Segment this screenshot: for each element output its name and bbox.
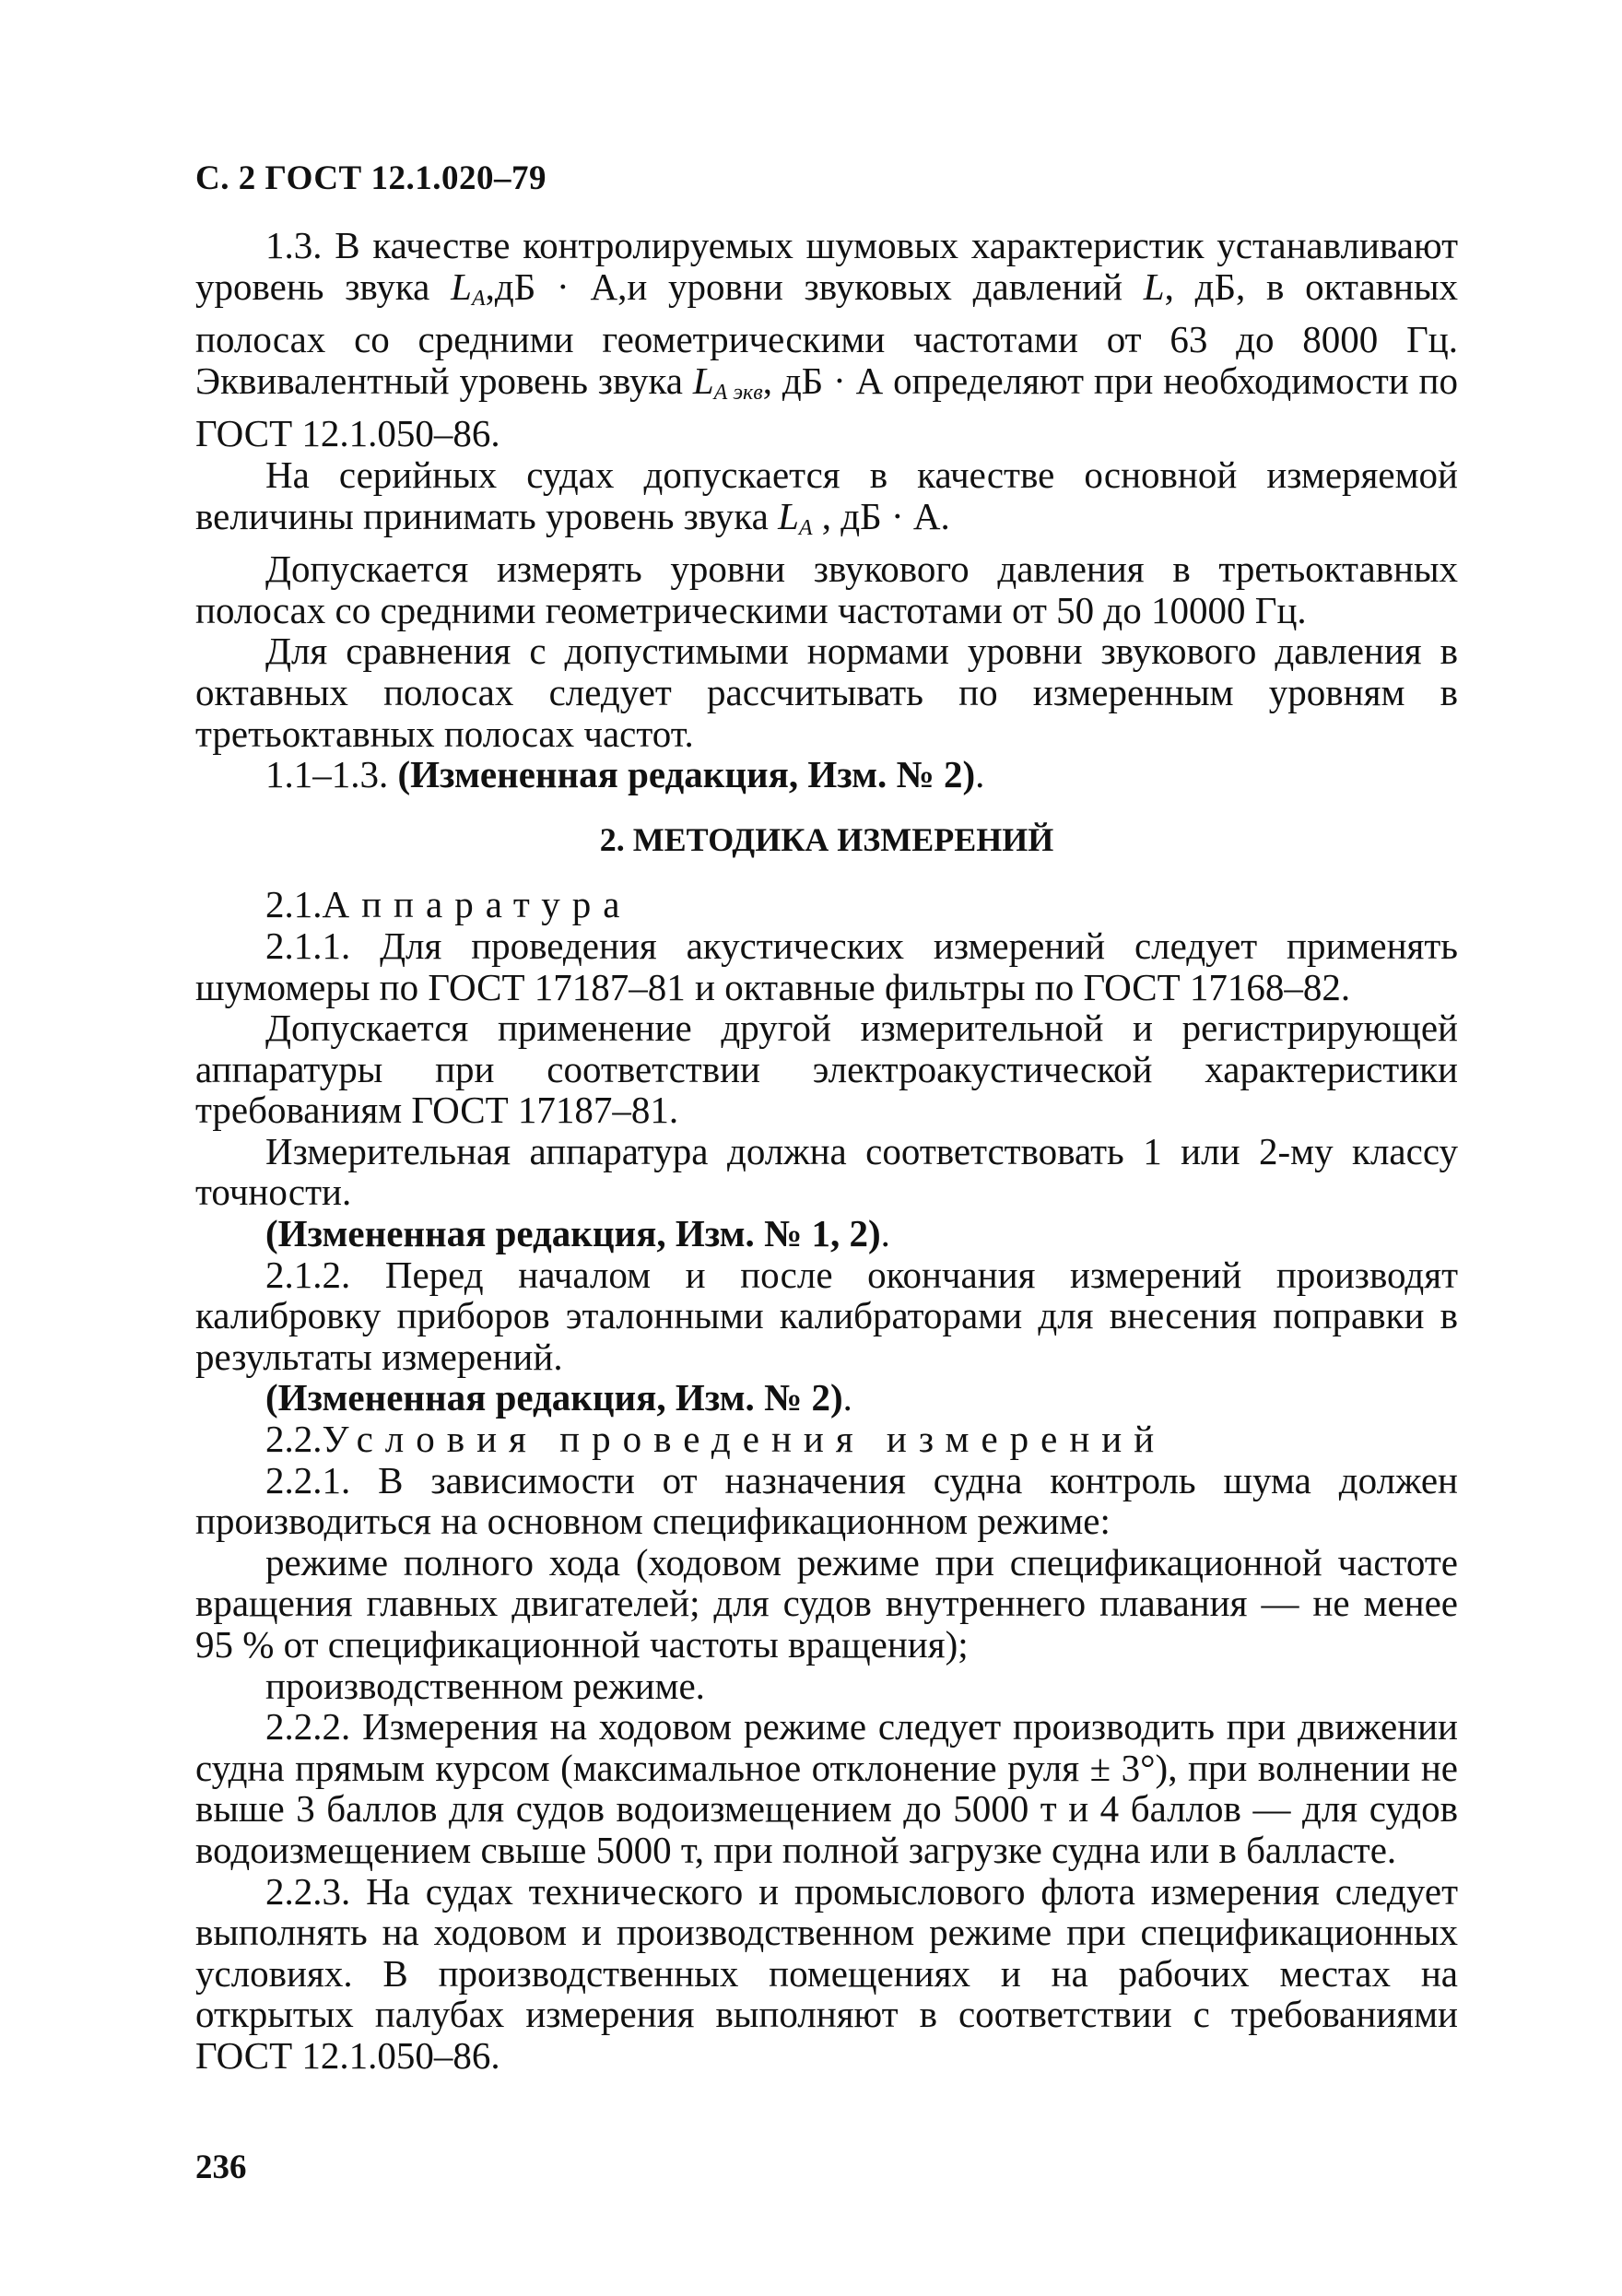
- paragraph-third-octave: Допускается измерять уровни звукового давления в третьоктавных полосах со средними геометрическими частотами от 50 до 10000 Гц.: [195, 548, 1458, 631]
- paragraph-2-2-3: 2.2.3. На судах технического и промыслового флота измерения следует выполнять на ходовом и производственном режиме при спецификационных условиях. В производственных помещениях и на рабочих местах на открытых палубах измерения выполняют в соответствии с требованиями ГОСТ 12.1.050–86.: [195, 1869, 1458, 2077]
- paragraph-comparison: Для сравнения с допустимыми нормами уровни звукового давления в октавных полосах следует рассчитывать по измеренным уровням в третьоктавных полосах частот.: [195, 630, 1458, 755]
- paragraph-text: , дБ, в октавных полосах со средними геометрическими частотами от 63 до 8000 Гц. Эквивалентный уровень звука: [195, 265, 1458, 402]
- punctuation: .: [975, 753, 985, 796]
- symbol-letter: L: [778, 494, 799, 537]
- symbol-letter: L: [451, 265, 472, 308]
- paragraph-other-equipment: Допускается применение другой измерительной и регистрирующей аппаратуры при соответствии электроакустической характеристики требованиям ГОСТ 17187–81.: [195, 1007, 1458, 1132]
- section-heading: 2. МЕТОДИКА ИЗМЕРЕНИЙ: [599, 820, 1054, 858]
- paragraph-2-1-1: 2.1.1. Для проведения акустических измерений следует применять шумомеры по ГОСТ 17187–81 и октавные фильтры по ГОСТ 17168–82.: [195, 924, 1458, 1008]
- punctuation: .: [842, 1376, 852, 1419]
- paragraph-2-1-2: 2.1.2. Перед началом и после окончания измерений производят калибровку приборов эталонными калибраторами для внесения поправки в результаты измерений.: [195, 1253, 1458, 1378]
- subsection-title: Аппаратура: [322, 883, 632, 926]
- paragraph-accuracy-class: Измерительная аппаратура должна соответствовать 1 или 2-му классу точности.: [195, 1129, 1458, 1214]
- paragraph-text: , дБ · А.: [812, 494, 950, 537]
- symbol-subscript: A: [471, 286, 486, 311]
- paragraph-2-2-1: 2.2.1. В зависимости от назначения судна контроль шума должен производиться на основном спецификационном режиме:: [195, 1458, 1458, 1543]
- paragraph-amendment-1-1: [195, 754, 1458, 795]
- subsection-number: 2.1.: [265, 883, 323, 926]
- subsection-2-2: [195, 1419, 1458, 1460]
- paragraph-text: На серийных судах допускается в качестве основной измеряемой величины принимать уровень звука: [195, 453, 1458, 537]
- running-header: С. 2 ГОСТ 12.1.020–79: [195, 159, 547, 197]
- page-number: 236: [195, 2149, 247, 2186]
- symbol-laekv: [692, 359, 763, 405]
- symbol-la: [451, 265, 486, 311]
- paragraph-text: ,дБ · А,и уровни звуковых давлений: [485, 265, 1144, 308]
- symbol-l: L: [1143, 265, 1165, 308]
- amendment-note: (Измененная редакция, Изм. № 2): [265, 1376, 843, 1419]
- paragraph-2-2-2: 2.2.2. Измерения на ходовом режиме следует производить при движении судна прямым курсом (максимальное отклонение руля ± 3°), при волнении не выше 3 баллов для судов водоизмещением до 5000 т и 4 баллов — для судов водоизмещением свыше 5000 т, при полной загрузке судна или в балласте.: [195, 1705, 1458, 1871]
- punctuation: .: [880, 1212, 890, 1255]
- paragraph-text: 1.3. В качестве контролируемых шумовых характеристик устанавливают уровень звука: [195, 224, 1458, 308]
- paragraph-serial-ships: [195, 454, 1458, 548]
- clause-reference: 1.1–1.3.: [265, 753, 398, 796]
- paragraph-production-mode: производственном режиме.: [265, 1664, 705, 1707]
- symbol-letter: L: [692, 359, 714, 402]
- document-body: [195, 225, 1458, 2077]
- symbol-subscript: A: [798, 515, 813, 540]
- subsection-2-1: [195, 884, 1458, 925]
- paragraph-full-speed: режиме полного хода (ходовом режиме при спецификационной частоте вращения главных двигателей; для судов внутреннего плавания — не менее 95 % от спецификационной частоты вращения);: [195, 1540, 1458, 1666]
- subsection-title: Условия проведения измерений: [322, 1418, 1167, 1461]
- paragraph-amendment-2-1-2: [195, 1377, 1458, 1419]
- amendment-note: (Измененная редакция, Изм. № 2): [397, 753, 976, 796]
- paragraph-1-3: [195, 225, 1458, 454]
- paragraph-text: , дБ · А определяют при необходимости по ГОСТ 12.1.050–86.: [195, 359, 1459, 455]
- amendment-note: (Измененная редакция, Изм. № 1, 2): [265, 1212, 881, 1255]
- symbol-la: [778, 494, 813, 540]
- symbol-subscript: A экв: [713, 380, 763, 405]
- subsection-number: 2.2.: [265, 1418, 323, 1461]
- paragraph-amendment-2-1-1: [195, 1213, 1458, 1254]
